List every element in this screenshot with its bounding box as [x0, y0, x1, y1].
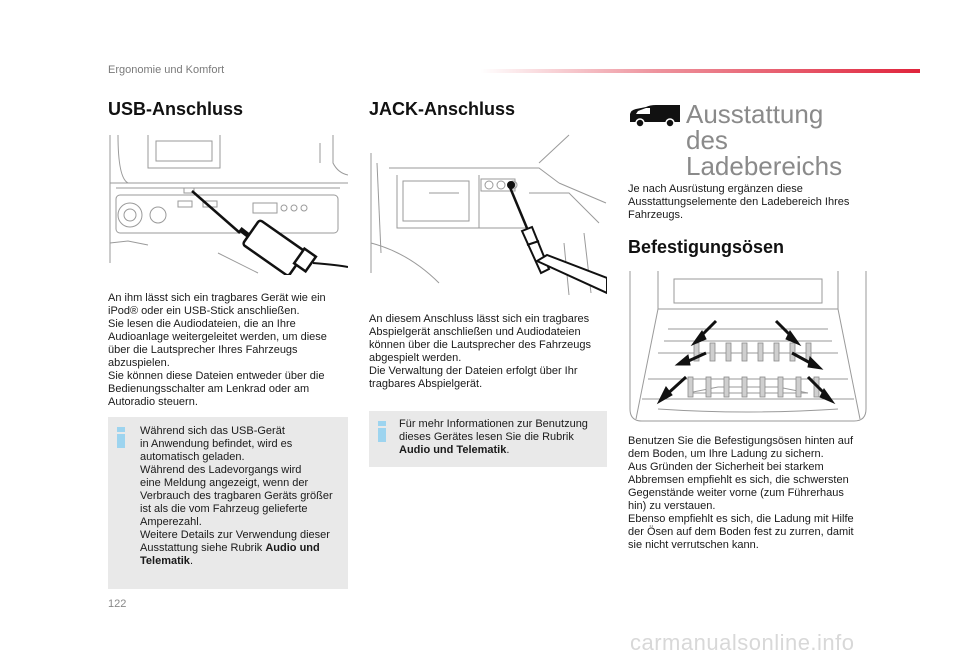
watermark: carmanualsonline.info [630, 630, 855, 655]
page-number: 122 [108, 598, 127, 610]
jack-note-text: Für mehr Informationen zur Benutzung dieses Gerätes lesen Sie die Rubrik Audio und Telematik. [399, 418, 588, 456]
usb-title: USB-Anschluss [108, 99, 244, 119]
info-icon [116, 427, 126, 447]
jack-info-note [369, 411, 607, 467]
jack-port-illustration [369, 133, 607, 295]
lashing-rings-title: Befestigungsösen [628, 237, 785, 257]
van-icon [628, 104, 682, 128]
header-accent-bar [480, 69, 920, 73]
usb-info-note [108, 417, 348, 589]
usb-note-link: Audio und Telematik [140, 542, 320, 567]
usb-body-text: An ihm lässt sich ein tragbares Gerät wie ein iPod® oder ein USB-Stick anschließen. Sie lesen die Audiodateien, die an Ihre Audioanlage weitergeleitet werden, um diese über die Lautsprecher Ihres Fahrzeugs abzuspielen. Sie können diese Dateien entweder über die Bedienungsschalter am Lenkrad oder am Autoradio steuern. [108, 292, 327, 408]
jack-body-text: An diesem Anschluss lässt sich ein tragbares Abspielgerät anschließen und Audiodateien können über die Lautsprecher des Fahrzeugs abgespielt werden. Die Verwaltung der Dateien erfolgt über Ihr tragbares Abspielgerät. [369, 313, 591, 390]
usb-note-text: Während sich das USB-Gerät in Anwendung befindet, wird es automatisch geladen. Während des Ladevorgangs wird eine Meldung angezeigt, wenn der Verbrauch des tragbaren Geräts größer ist als die vom Fahrzeug gelieferte Amperezahl. Weitere Details zur Verwendung dieser Ausstattung siehe Rubrik Audio und Telematik. [140, 425, 333, 567]
cargo-floor-illustration [628, 269, 868, 427]
info-icon [377, 421, 387, 441]
section-header: Ergonomie und Komfort [108, 64, 225, 76]
lashing-rings-body-text: Benutzen Sie die Befestigungsösen hinten auf dem Boden, um Ihre Ladung zu sichern. Aus Gründen der Sicherheit bei starkem Abbremsen empfiehlt es sich, die schwersten Gegenstände weiter vorne (zum Führerhaus hin) zu verstauen. Ebenso empfiehlt es sich, die Ladung mit Hilfe der Ösen auf dem Boden fest zu zurren, damit sie nicht verrutschen kann. [628, 435, 854, 551]
cargo-intro-text: Je nach Ausrüstung ergänzen diese Ausstattungselemente den Ladebereich Ihres Fahrzeugs. [628, 183, 850, 221]
jack-title: JACK-Anschluss [369, 99, 516, 119]
usb-port-illustration [108, 133, 348, 275]
jack-note-link: Audio und Telematik [399, 444, 507, 456]
cargo-section-title: Ausstattung des Ladebereichs [686, 99, 843, 181]
